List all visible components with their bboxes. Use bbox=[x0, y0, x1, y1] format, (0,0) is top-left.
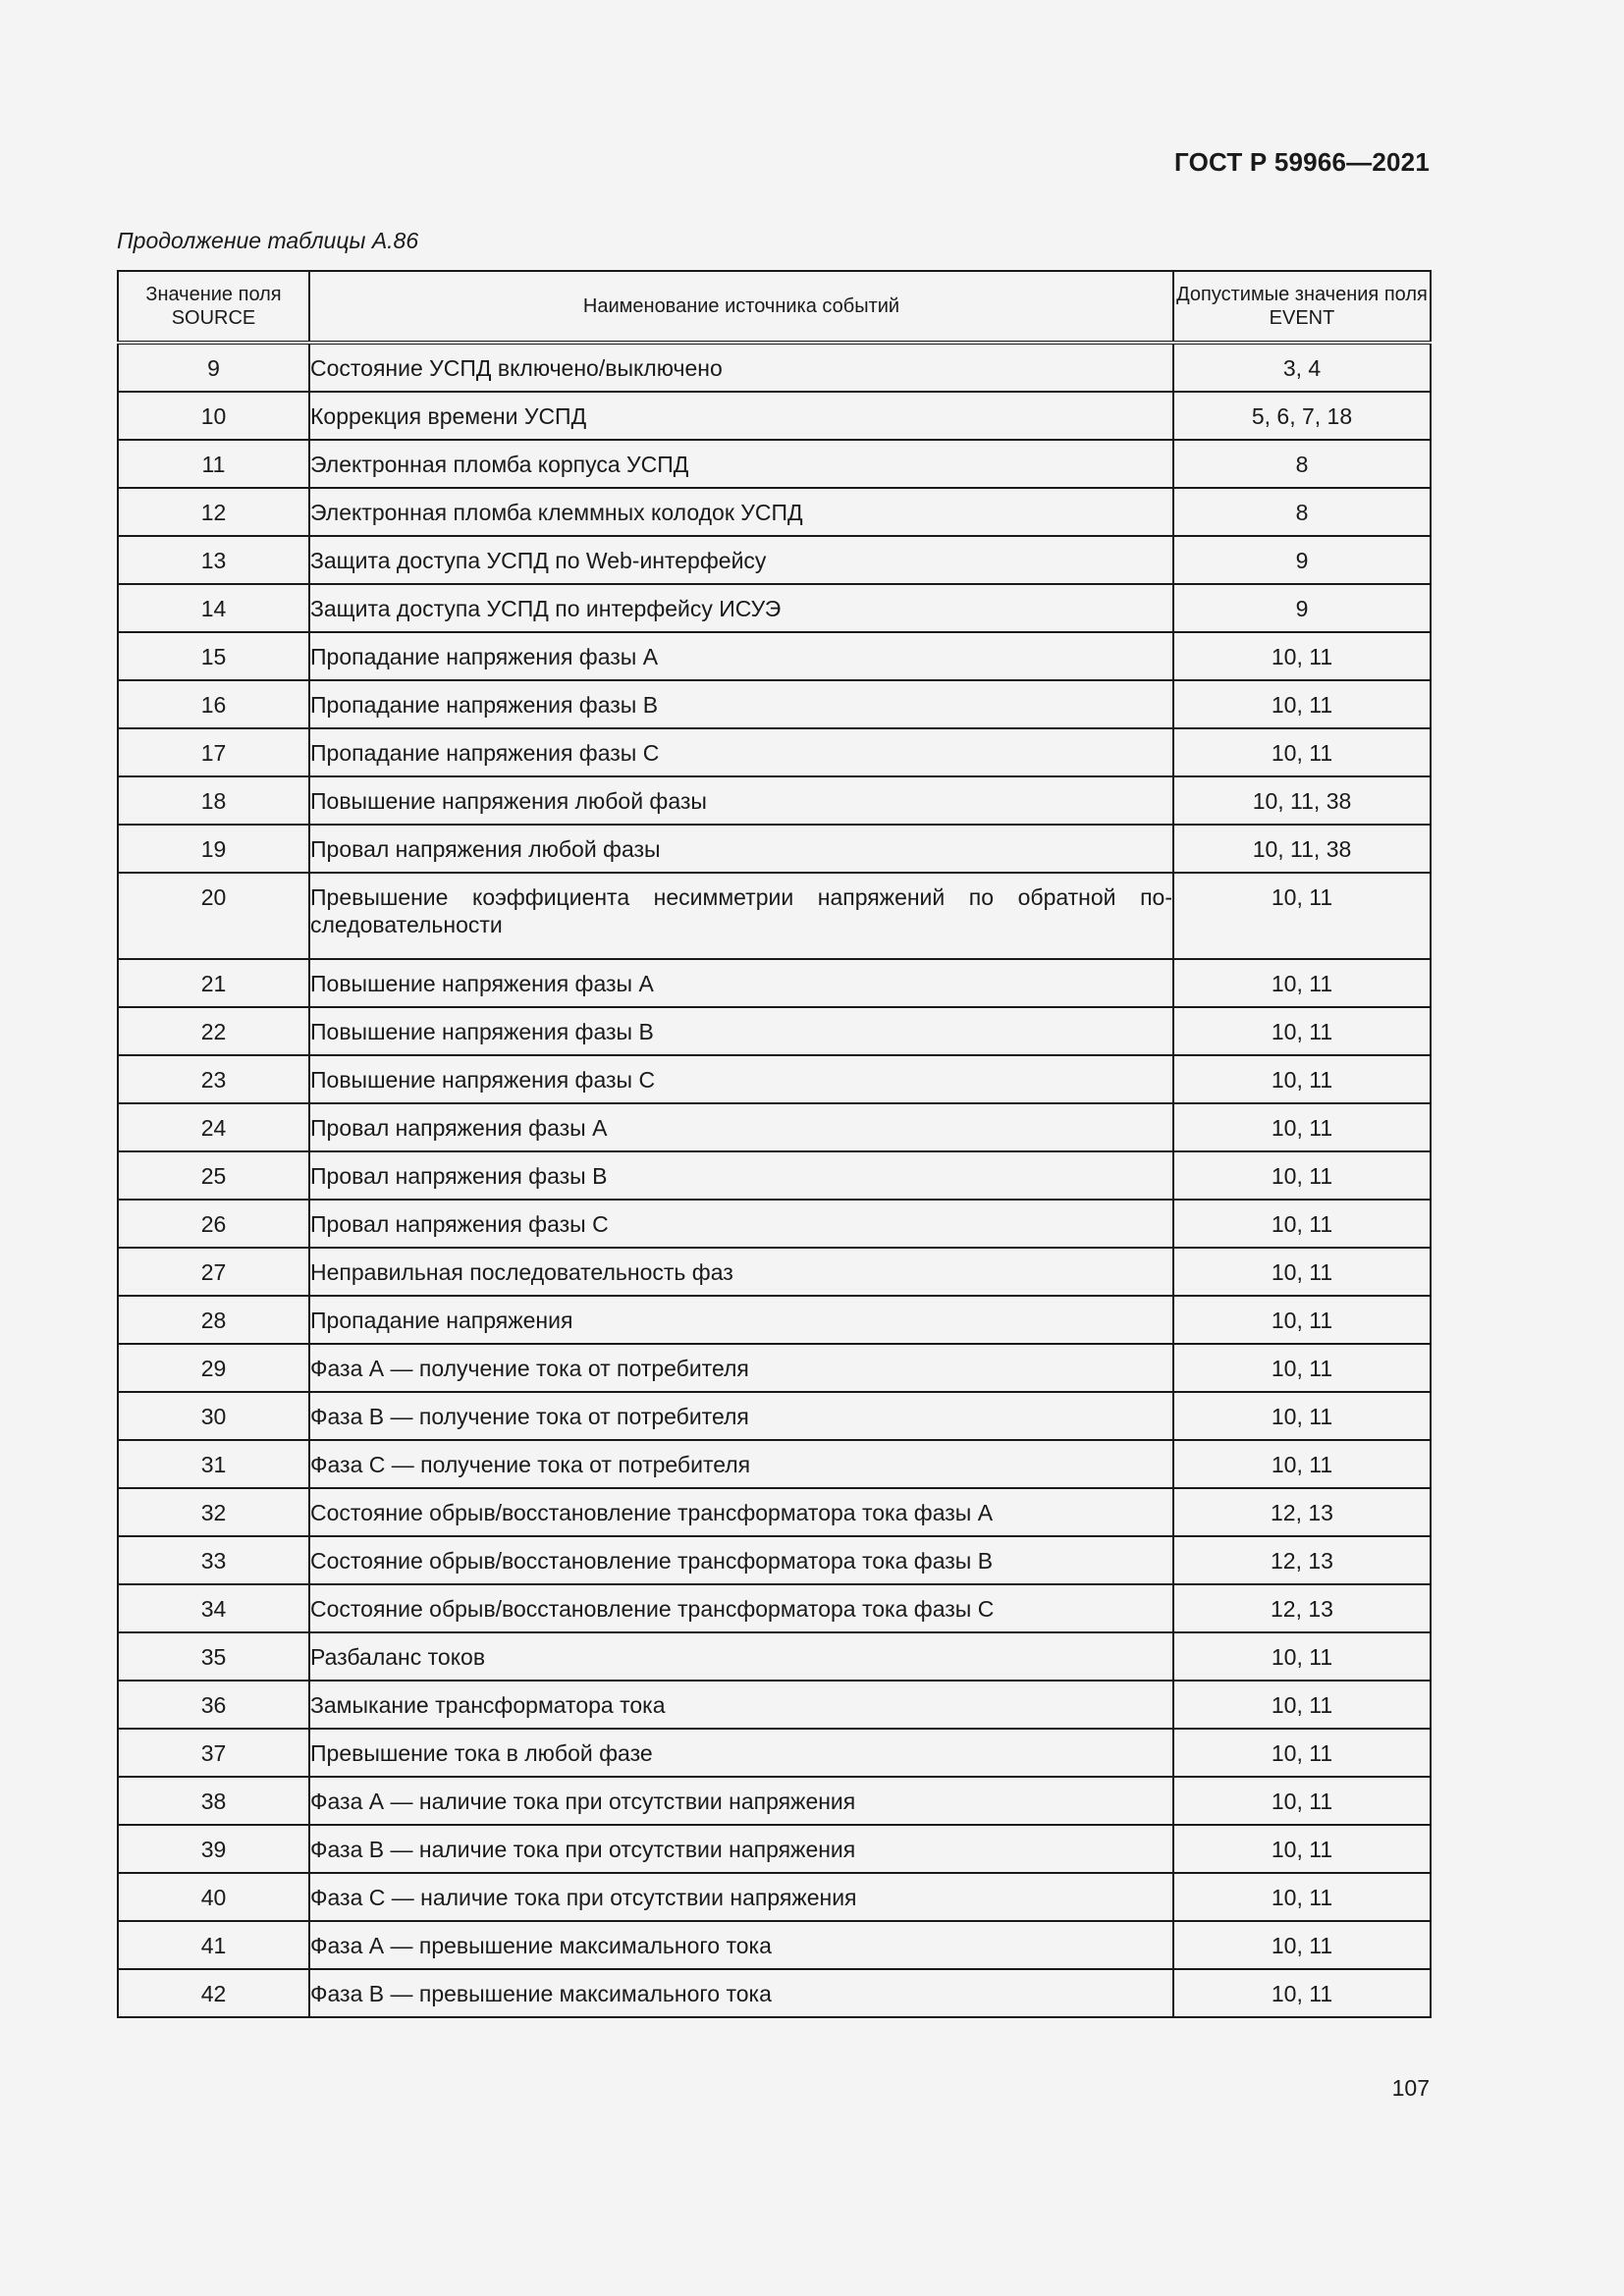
cell-source: 12 bbox=[118, 488, 309, 536]
cell-event: 10, 11 bbox=[1173, 1681, 1431, 1729]
cell-name: Фаза С — наличие тока при отсутствии напряжения bbox=[309, 1873, 1173, 1921]
cell-name: Превышение тока в любой фазе bbox=[309, 1729, 1173, 1777]
document-code: ГОСТ Р 59966—2021 bbox=[1174, 147, 1430, 177]
cell-name: Пропадание напряжения фазы А bbox=[309, 632, 1173, 680]
table-row bbox=[118, 1777, 1431, 1825]
table-row bbox=[118, 1200, 1431, 1248]
cell-name: Фаза В — получение тока от потребителя bbox=[309, 1392, 1173, 1440]
cell-event: 12, 13 bbox=[1173, 1536, 1431, 1584]
cell-name: Фаза А — превышение максимального тока bbox=[309, 1921, 1173, 1969]
cell-source: 33 bbox=[118, 1536, 309, 1584]
cell-event: 10, 11 bbox=[1173, 1729, 1431, 1777]
cell-name: Пропадание напряжения bbox=[309, 1296, 1173, 1344]
cell-source: 22 bbox=[118, 1007, 309, 1055]
cell-source: 31 bbox=[118, 1440, 309, 1488]
cell-name: Повышение напряжения фазы А bbox=[309, 959, 1173, 1007]
cell-name: Состояние обрыв/восстановление трансформатора тока фазы А bbox=[309, 1488, 1173, 1536]
table-row bbox=[118, 1921, 1431, 1969]
cell-source: 34 bbox=[118, 1584, 309, 1632]
table-row bbox=[118, 1392, 1431, 1440]
cell-name: Электронная пломба корпуса УСПД bbox=[309, 440, 1173, 488]
cell-source: 11 bbox=[118, 440, 309, 488]
cell-source: 18 bbox=[118, 776, 309, 825]
cell-name: Провал напряжения фазы А bbox=[309, 1103, 1173, 1151]
cell-event: 10, 11 bbox=[1173, 1825, 1431, 1873]
page-number: 107 bbox=[1391, 2075, 1430, 2101]
cell-source: 38 bbox=[118, 1777, 309, 1825]
table-row bbox=[118, 1344, 1431, 1392]
table-header-row bbox=[118, 271, 1431, 343]
cell-source: 9 bbox=[118, 343, 309, 392]
cell-source: 39 bbox=[118, 1825, 309, 1873]
cell-name: Превышение коэффициента несимметрии напряжений по обратной последовательности bbox=[309, 873, 1173, 959]
cell-event: 10, 11 bbox=[1173, 632, 1431, 680]
table-row bbox=[118, 1729, 1431, 1777]
cell-name: Фаза В — превышение максимального тока bbox=[309, 1969, 1173, 2017]
table-row bbox=[118, 440, 1431, 488]
cell-event: 10, 11, 38 bbox=[1173, 825, 1431, 873]
table-row bbox=[118, 343, 1431, 392]
table-row bbox=[118, 1440, 1431, 1488]
cell-name: Разбаланс токов bbox=[309, 1632, 1173, 1681]
cell-event: 10, 11, 38 bbox=[1173, 776, 1431, 825]
cell-source: 29 bbox=[118, 1344, 309, 1392]
cell-source: 13 bbox=[118, 536, 309, 584]
cell-source: 28 bbox=[118, 1296, 309, 1344]
table-row bbox=[118, 1007, 1431, 1055]
cell-name: Фаза А — наличие тока при отсутствии напряжения bbox=[309, 1777, 1173, 1825]
cell-name: Провал напряжения фазы В bbox=[309, 1151, 1173, 1200]
cell-event: 10, 11 bbox=[1173, 1873, 1431, 1921]
cell-name: Фаза В — наличие тока при отсутствии напряжения bbox=[309, 1825, 1173, 1873]
cell-source: 37 bbox=[118, 1729, 309, 1777]
table-row bbox=[118, 392, 1431, 440]
cell-event: 9 bbox=[1173, 584, 1431, 632]
cell-source: 23 bbox=[118, 1055, 309, 1103]
table-row bbox=[118, 776, 1431, 825]
cell-source: 35 bbox=[118, 1632, 309, 1681]
table-row bbox=[118, 1248, 1431, 1296]
table-row bbox=[118, 959, 1431, 1007]
cell-event: 10, 11 bbox=[1173, 1969, 1431, 2017]
cell-event: 10, 11 bbox=[1173, 873, 1431, 959]
cell-name: Замыкание трансформатора тока bbox=[309, 1681, 1173, 1729]
table-row bbox=[118, 1536, 1431, 1584]
column-header-source: Значение поля SOURCE bbox=[118, 271, 309, 343]
cell-source: 10 bbox=[118, 392, 309, 440]
table-row bbox=[118, 1681, 1431, 1729]
table-row bbox=[118, 1632, 1431, 1681]
cell-name: Коррекция времени УСПД bbox=[309, 392, 1173, 440]
column-header-event: Допустимые значения поля EVENT bbox=[1173, 271, 1431, 343]
table-row bbox=[118, 488, 1431, 536]
cell-source: 25 bbox=[118, 1151, 309, 1200]
cell-event: 10, 11 bbox=[1173, 1007, 1431, 1055]
cell-name: Повышение напряжения фазы С bbox=[309, 1055, 1173, 1103]
cell-event: 12, 13 bbox=[1173, 1488, 1431, 1536]
cell-name: Фаза А — получение тока от потребителя bbox=[309, 1344, 1173, 1392]
table-row bbox=[118, 536, 1431, 584]
table-caption: Продолжение таблицы А.86 bbox=[117, 228, 419, 253]
table-row bbox=[118, 1873, 1431, 1921]
cell-name: Защита доступа УСПД по Web-интерфейсу bbox=[309, 536, 1173, 584]
cell-event: 10, 11 bbox=[1173, 1296, 1431, 1344]
cell-source: 40 bbox=[118, 1873, 309, 1921]
cell-source: 24 bbox=[118, 1103, 309, 1151]
cell-name: Пропадание напряжения фазы В bbox=[309, 680, 1173, 728]
cell-name: Повышение напряжения фазы В bbox=[309, 1007, 1173, 1055]
cell-source: 36 bbox=[118, 1681, 309, 1729]
cell-source: 30 bbox=[118, 1392, 309, 1440]
cell-event: 5, 6, 7, 18 bbox=[1173, 392, 1431, 440]
table-row bbox=[118, 1296, 1431, 1344]
cell-source: 20 bbox=[118, 873, 309, 959]
cell-event: 10, 11 bbox=[1173, 1055, 1431, 1103]
cell-event: 10, 11 bbox=[1173, 1392, 1431, 1440]
cell-source: 42 bbox=[118, 1969, 309, 2017]
cell-event: 10, 11 bbox=[1173, 1151, 1431, 1200]
cell-name: Состояние обрыв/восстановление трансформатора тока фазы В bbox=[309, 1536, 1173, 1584]
cell-event: 3, 4 bbox=[1173, 343, 1431, 392]
column-header-name: Наименование источника событий bbox=[309, 271, 1173, 343]
cell-source: 26 bbox=[118, 1200, 309, 1248]
cell-event: 10, 11 bbox=[1173, 1200, 1431, 1248]
table-row bbox=[118, 1488, 1431, 1536]
cell-source: 15 bbox=[118, 632, 309, 680]
table-row bbox=[118, 632, 1431, 680]
cell-event: 10, 11 bbox=[1173, 1777, 1431, 1825]
cell-source: 16 bbox=[118, 680, 309, 728]
table-body bbox=[118, 343, 1431, 2017]
cell-name: Состояние УСПД включено/выключено bbox=[309, 343, 1173, 392]
cell-event: 10, 11 bbox=[1173, 1440, 1431, 1488]
cell-event: 10, 11 bbox=[1173, 1248, 1431, 1296]
cell-source: 27 bbox=[118, 1248, 309, 1296]
table-row bbox=[118, 1584, 1431, 1632]
cell-event: 10, 11 bbox=[1173, 728, 1431, 776]
cell-event: 10, 11 bbox=[1173, 1632, 1431, 1681]
cell-name: Повышение напряжения любой фазы bbox=[309, 776, 1173, 825]
table-row bbox=[118, 1825, 1431, 1873]
cell-name: Провал напряжения любой фазы bbox=[309, 825, 1173, 873]
table-row bbox=[118, 1151, 1431, 1200]
cell-source: 32 bbox=[118, 1488, 309, 1536]
events-table bbox=[117, 270, 1432, 2018]
cell-name: Провал напряжения фазы С bbox=[309, 1200, 1173, 1248]
cell-event: 10, 11 bbox=[1173, 959, 1431, 1007]
table-row bbox=[118, 584, 1431, 632]
cell-source: 21 bbox=[118, 959, 309, 1007]
table-row bbox=[118, 825, 1431, 873]
cell-name: Состояние обрыв/восстановление трансформатора тока фазы С bbox=[309, 1584, 1173, 1632]
cell-event: 10, 11 bbox=[1173, 680, 1431, 728]
table-row bbox=[118, 873, 1431, 959]
table-row bbox=[118, 728, 1431, 776]
table-row bbox=[118, 1103, 1431, 1151]
cell-source: 19 bbox=[118, 825, 309, 873]
cell-source: 17 bbox=[118, 728, 309, 776]
cell-name: Фаза С — получение тока от потребителя bbox=[309, 1440, 1173, 1488]
cell-source: 41 bbox=[118, 1921, 309, 1969]
cell-event: 10, 11 bbox=[1173, 1344, 1431, 1392]
cell-event: 9 bbox=[1173, 536, 1431, 584]
table-row bbox=[118, 680, 1431, 728]
cell-name: Защита доступа УСПД по интерфейсу ИСУЭ bbox=[309, 584, 1173, 632]
cell-name: Электронная пломба клеммных колодок УСПД bbox=[309, 488, 1173, 536]
cell-event: 10, 11 bbox=[1173, 1103, 1431, 1151]
cell-event: 8 bbox=[1173, 440, 1431, 488]
cell-name: Пропадание напряжения фазы С bbox=[309, 728, 1173, 776]
cell-event: 12, 13 bbox=[1173, 1584, 1431, 1632]
table-row bbox=[118, 1055, 1431, 1103]
cell-event: 10, 11 bbox=[1173, 1921, 1431, 1969]
cell-event: 8 bbox=[1173, 488, 1431, 536]
table-row bbox=[118, 1969, 1431, 2017]
cell-source: 14 bbox=[118, 584, 309, 632]
cell-name: Неправильная последовательность фаз bbox=[309, 1248, 1173, 1296]
